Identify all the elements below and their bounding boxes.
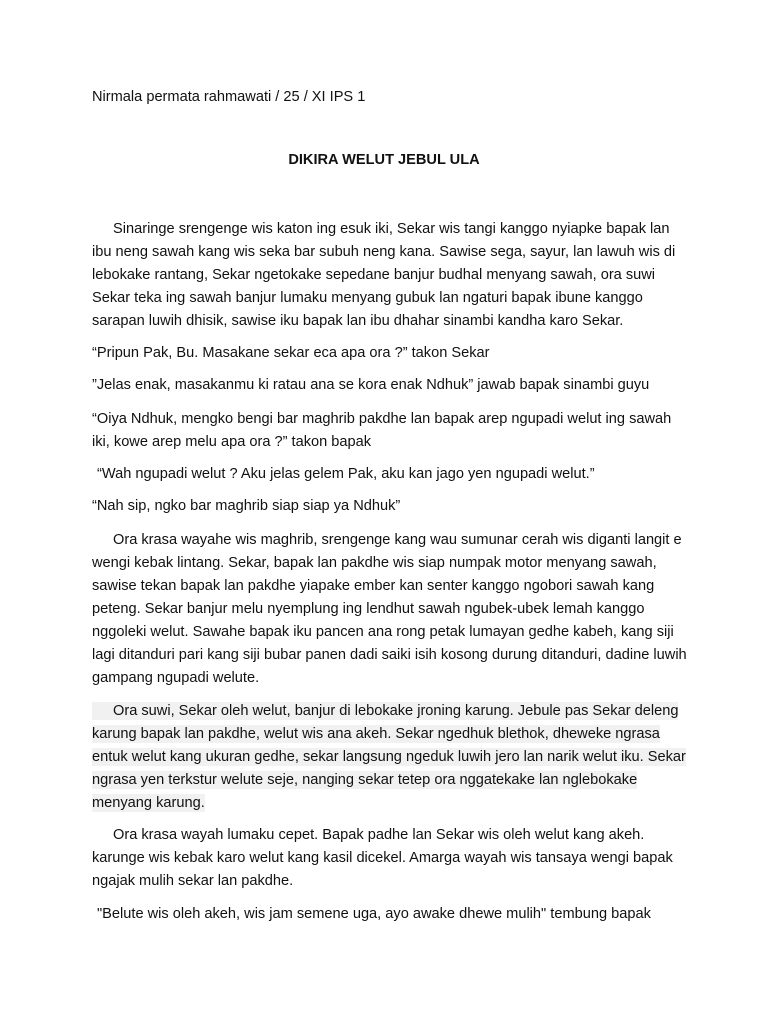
story-title: DIKIRA WELUT JEBUL ULA xyxy=(288,152,480,168)
text-line: iki, kowe arep melu apa ora ?” takon bapak xyxy=(92,434,372,450)
text-line: wengi kebak lintang. Sekar, bapak lan pakdhe wis siap numpak motor menyang sawah, xyxy=(92,555,657,571)
text-line: Sekar teka ing sawah banjur lumaku menyang gubuk lan ngaturi bapak ibune kanggo xyxy=(92,290,643,306)
text-line: Ora krasa wayahe wis maghrib, srengenge kang wau sumunar cerah wis diganti langit e xyxy=(113,532,682,548)
dialogue-line: ”Jelas enak, masakanmu ki ratau ana se kora enak Ndhuk” jawab bapak sinambi guyu xyxy=(92,377,650,393)
text-line: ibu neng sawah kang wis seka bar subuh neng kana. Sawise sega, sayur, lan lawuh wis di xyxy=(92,244,676,260)
text-line: sarapan luwih dhisik, sawise iku bapak lan ibu dhahar sinambi kandha karo Sekar. xyxy=(92,313,624,329)
text-line: nggoleki welut. Sawahe bapak iku pancen ana rong petak lumayan gedhe kabeh, kang siji xyxy=(92,624,674,640)
dialogue-line: “Nah sip, ngko bar maghrib siap siap ya Ndhuk” xyxy=(92,498,401,514)
text-line: menyang karung. xyxy=(92,795,205,811)
text-line: lagi ditanduri pari kang siji bubar panen dadi saiki isih kosong durung ditanduri, dadine luwih xyxy=(92,647,687,663)
text-line: karunge wis kebak karo welut kang kasil dicekel. Amarga wayah wis tansaya wengi bapak xyxy=(92,850,673,866)
text-line: sawise tekan bapak lan pakdhe yiapake ember kan senter kanggo ngobori sawah kang xyxy=(92,578,655,594)
text-line: gampang ngupadi welute. xyxy=(92,670,260,686)
text-line: Ora krasa wayah lumaku cepet. Bapak padhe lan Sekar wis oleh welut kang akeh. xyxy=(113,827,645,843)
dialogue-line: "Belute wis oleh akeh, wis jam semene uga, ayo awake dhewe mulih" tembung bapak xyxy=(97,906,651,922)
text-line: Sinaringe srengenge wis katon ing esuk iki, Sekar wis tangi kanggo nyiapke bapak lan xyxy=(113,221,670,237)
dialogue-line: “Wah ngupadi welut ? Aku jelas gelem Pak, aku kan jago yen ngupadi welut.” xyxy=(97,466,595,482)
dialogue-line: “Pripun Pak, Bu. Masakane sekar eca apa ora ?” takon Sekar xyxy=(92,345,490,361)
author-header: Nirmala permata rahmawati / 25 / XI IPS 1 xyxy=(92,89,366,105)
text-line: ngajak mulih sekar lan pakdhe. xyxy=(92,873,294,889)
text-line: entuk welut kang ukuran gedhe, sekar langsung ngeduk luwih jero lan narik welut iku. Sekar xyxy=(92,749,686,765)
text-line: “Oiya Ndhuk, mengko bengi bar maghrib pakdhe lan bapak arep ngupadi welut ing sawah xyxy=(92,411,672,427)
text-line: lebokake rantang, Sekar ngetokake sepedane banjur budhal menyang sawah, ora suwi xyxy=(92,267,656,283)
text-line: karung bapak lan pakdhe, welut wis ana akeh. Sekar ngedhuk blethok, dheweke ngrasa xyxy=(92,726,660,742)
text-line: peteng. Sekar banjur melu nyemplung ing lendhut sawah ngubek-ubek lemah kanggo xyxy=(92,601,645,617)
text-line: Ora suwi, Sekar oleh welut, banjur di lebokake jroning karung. Jebule pas Sekar deleng xyxy=(92,702,678,720)
text-line: ngrasa yen terkstur welute seje, nanging sekar tetep ora nggatekake lan nglebokake xyxy=(92,772,638,788)
